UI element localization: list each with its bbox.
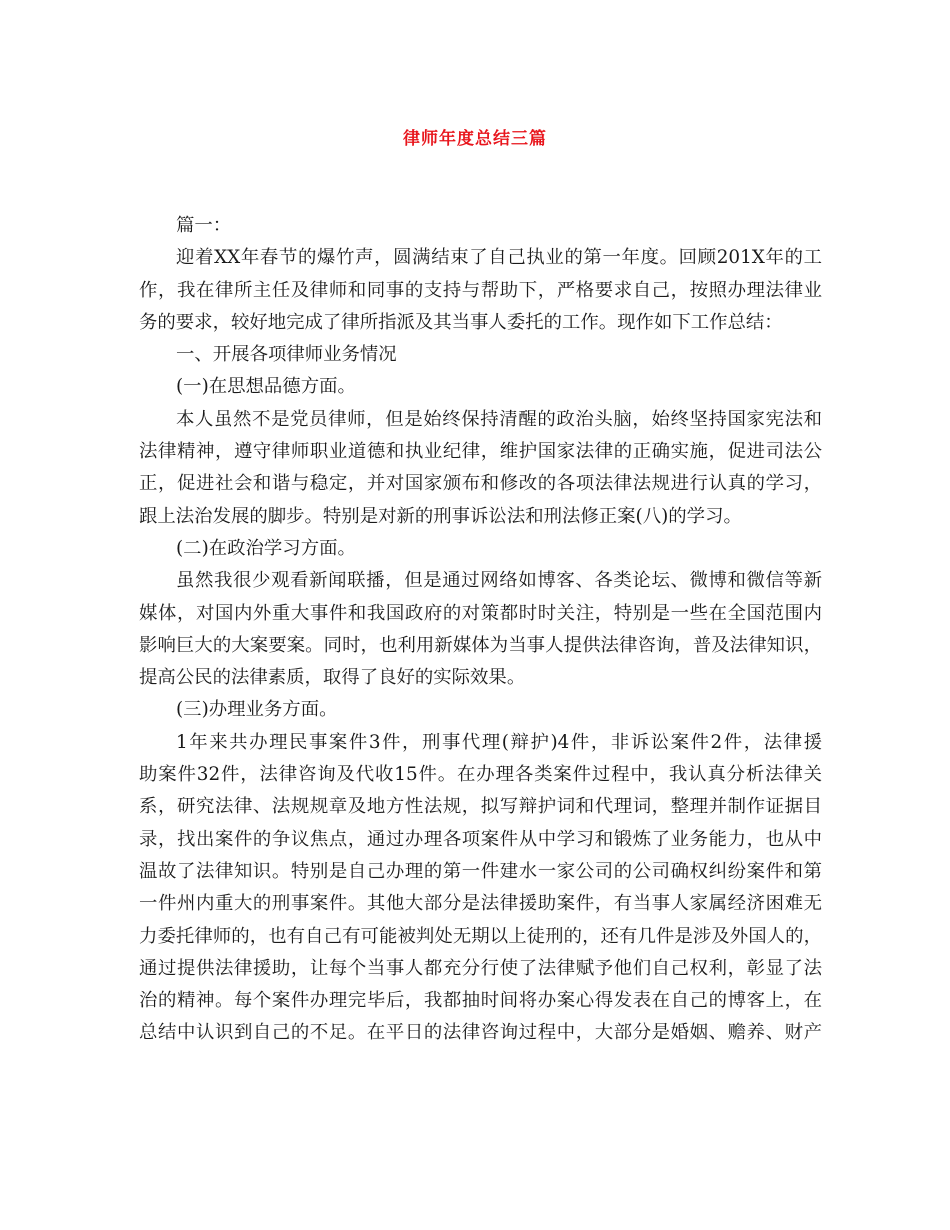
paragraph-line: 录，找出案件的争议焦点，通过办理各项案件从中学习和锻炼了业务能力，也从中 (139, 828, 822, 850)
paragraph-line: 跟上法治发展的脚步。特别是对新的刑事诉讼法和刑法修正案(八)的学习。 (139, 505, 742, 527)
paragraph-line: (一)在思想品德方面。 (176, 376, 356, 398)
paragraph-line: 一、开展各项律师业务情况 (176, 344, 397, 366)
paragraph-line: 温故了法律知识。特别是自己办理的第一件建水一家公司的公司确权纠纷案件和第 (139, 860, 822, 882)
paragraph-line: 媒体，对国内外重大事件和我国政府的对策都时时关注，特别是一些在全国范围内 (139, 602, 822, 624)
document-body (139, 210, 822, 1050)
paragraph-line: 治的精神。每个案件办理完毕后，我都抽时间将办案心得发表在自己的博客上，在 (139, 990, 822, 1012)
paragraph-line: 正，促进社会和谐与稳定，并对国家颁布和修改的各项法律法规进行认真的学习， (139, 473, 822, 495)
paragraph-line: (二)在政治学习方面。 (176, 537, 356, 559)
paragraph-line: 系，研究法律、法规规章及地方性法规，拟写辩护词和代理词，整理并制作证据目 (139, 796, 822, 818)
paragraph-line: 虽然我很少观看新闻联播，但是通过网络如博客、各类论坛、微博和微信等新 (176, 570, 822, 592)
paragraph-line: 总结中认识到自己的不足。在平日的法律咨询过程中，大部分是婚姻、赡养、财产 (139, 1022, 822, 1044)
paragraph-line: 务的要求，较好地完成了律所指派及其当事人委托的工作。现作如下工作总结： (139, 311, 783, 333)
paragraph-line: 通过提供法律援助，让每个当事人都充分行使了法律赋予他们自己权利，彰显了法 (139, 957, 822, 979)
paragraph-line: 本人虽然不是党员律师，但是始终保持清醒的政治头脑，始终坚持国家宪法和 (176, 408, 822, 430)
paragraph-line: 助案件32件，法律咨询及代收15件。在办理各类案件过程中，我认真分析法律关 (139, 764, 822, 786)
paragraph-line: 迎着XX年春节的爆竹声，圆满结束了自己执业的第一年度。回顾201X年的工 (176, 247, 822, 269)
paragraph-line: 一件州内重大的刑事案件。其他大部分是法律援助案件，有当事人家属经济困难无 (139, 893, 822, 915)
paragraph-line: 1年来共办理民事案件3件，刑事代理(辩护)4件，非诉讼案件2件，法律援 (176, 731, 822, 753)
paragraph-line: 篇一： (176, 215, 232, 236)
paragraph-line: 力委托律师的，也有自己有可能被判处无期以上徒刑的，还有几件是涉及外国人的， (139, 925, 822, 947)
paragraph-line: (三)办理业务方面。 (176, 699, 338, 721)
paragraph-line: 作，我在律所主任及律师和同事的支持与帮助下，严格要求自己，按照办理法律业 (139, 279, 822, 301)
paragraph-line: 法律精神，遵守律师职业道德和执业纪律，维护国家法律的正确实施，促进司法公 (139, 441, 822, 463)
paragraph-line: 提高公民的法律素质，取得了良好的实际效果。 (139, 667, 526, 689)
paragraph-line: 影响巨大的大案要案。同时，也利用新媒体为当事人提供法律咨询，普及法律知识， (139, 634, 822, 656)
document-title: 律师年度总结三篇 (403, 129, 547, 149)
